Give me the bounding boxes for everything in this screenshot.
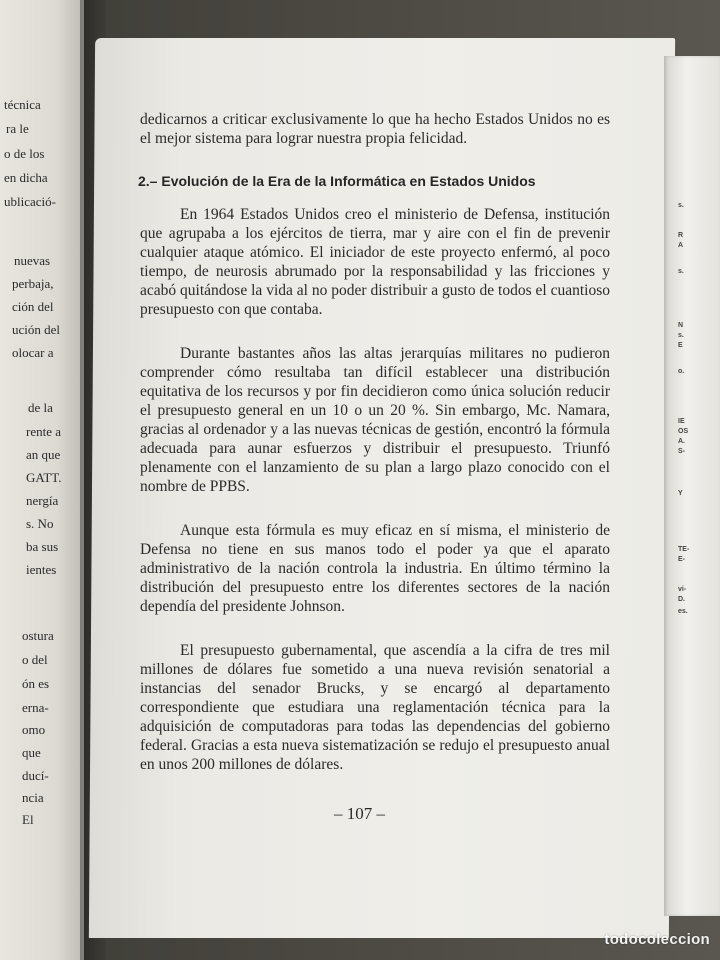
left-page-fragment: o del bbox=[22, 652, 48, 667]
body-paragraph: En 1964 Estados Unidos creo el ministerio de Defensa, institución que agrupaba a los ejércitos de tierra, mar y aire con el fin de prevenir cualquier ataque atómico. El iniciador de este proyecto enfermó, al poco tiempo, de neurosis abrumado por la responsabilidad y las fricciones y acabó quitándose la vida al no poder distribuir a gusto de todos el cuantioso presupuesto con que contaba. bbox=[140, 206, 610, 318]
right-edge-fragment: s. bbox=[678, 332, 684, 339]
left-facing-page bbox=[0, 0, 84, 960]
right-edge-fragment: R bbox=[678, 232, 684, 239]
left-page-fragment: ncia bbox=[22, 790, 44, 805]
right-edge-fragment: E bbox=[678, 342, 683, 349]
section-heading: 2.– Evolución de la Era de la Informática en Estados Unidos bbox=[138, 173, 536, 189]
left-page-fragment: técnica bbox=[4, 97, 41, 112]
right-edge-fragment: S- bbox=[678, 448, 685, 455]
left-page-fragment: rente a bbox=[26, 424, 62, 439]
left-page-fragment: ostura bbox=[22, 628, 54, 643]
left-page-fragment: o de los bbox=[4, 146, 45, 161]
left-page-fragment: GATT. bbox=[26, 470, 62, 485]
left-page-fragment: s. No bbox=[26, 516, 54, 531]
left-page-fragment: de la bbox=[28, 400, 53, 415]
right-edge-fragment: OS bbox=[678, 428, 689, 435]
left-page-fragment: ción del bbox=[12, 299, 54, 314]
right-edge-fragment: E- bbox=[678, 556, 685, 563]
watermark: todocoleccion bbox=[604, 931, 710, 948]
left-page-fragment: omo bbox=[22, 722, 46, 737]
body-paragraph: Aunque esta fórmula es muy eficaz en sí misma, el ministerio de Defensa no tiene en sus manos todo el poder ya que el aparato administrativo de la nación controla la industria. En último término la distribución del presupuesto entre los diferentes sectores de la nación dependía del presidente Johnson. bbox=[140, 522, 610, 615]
left-page-fragment: ución del bbox=[12, 322, 61, 337]
left-page-fragment: perbaja, bbox=[12, 276, 54, 291]
left-page-fragment: que bbox=[22, 745, 41, 760]
right-edge-fragment: TE- bbox=[678, 546, 690, 553]
left-page-fragment: olocar a bbox=[12, 345, 54, 360]
left-page-fragment: en dicha bbox=[4, 170, 48, 185]
left-page-fragment: nergía bbox=[26, 493, 59, 508]
right-edge-fragment: s. bbox=[678, 268, 684, 275]
left-page-fragment: erna- bbox=[22, 700, 49, 715]
left-page-fragment: ra le bbox=[6, 121, 29, 136]
right-edge-fragment: o. bbox=[678, 368, 685, 375]
right-edge-fragment: IE bbox=[678, 418, 685, 425]
right-edge-fragment: Y bbox=[678, 490, 683, 497]
right-edge-fragment: D. bbox=[678, 596, 685, 603]
left-page-fragment: ientes bbox=[26, 562, 57, 577]
right-edge-fragment: vi- bbox=[678, 586, 687, 593]
right-edge-fragment: s. bbox=[678, 202, 684, 209]
page-number: – 107 – bbox=[334, 804, 385, 823]
left-page-fragment: nuevas bbox=[14, 253, 51, 268]
right-edge-fragment: A. bbox=[678, 438, 685, 445]
right-page-stack bbox=[664, 56, 720, 916]
body-paragraph: El presupuesto gubernamental, que ascendía a la cifra de tres mil millones de dólares fue sometido a una nueva revisión senatorial a instancias del senador Brucks, y se encargó al departamento correspondiente que estudiara una reglamentación técnica para la adquisición de computadoras para todas las dependencias del gobierno federal. Gracias a esta nueva sistematización se redujo el presupuesto anual en unos 200 millones de dólares. bbox=[140, 642, 610, 773]
left-page-fragment: ba sus bbox=[26, 539, 59, 554]
left-page-fragment: ublicació- bbox=[4, 194, 56, 209]
right-edge-fragment: N bbox=[678, 322, 684, 329]
body-paragraph: Durante bastantes años las altas jerarquías militares no pudieron comprender cómo resultaba tan difícil establecer una distribución equitativa de los recursos y por fin decidieron como única solución reducir el presupuesto general en un 10 o un 20 %. Sin embargo, Mc. Namara, gracias al ordenador y a las nuevas técnicas de gestión, encontró la fórmula adecuada para aunar esfuerzos y distribuir el presupuesto. Triunfó plenamente con el lanzamiento de su plan a largo plazo conocido con el nombre de PPBS. bbox=[140, 345, 610, 495]
left-page-fragment: ón es bbox=[22, 676, 50, 691]
left-page-fragment: ducí- bbox=[22, 768, 49, 783]
intro-paragraph: dedicarnos a criticar exclusivamente lo que ha hecho Estados Unidos no es el mejor sistema para lograr nuestra propia felicidad. bbox=[140, 111, 610, 147]
left-page-fragment: El bbox=[22, 812, 34, 827]
page-text bbox=[140, 110, 610, 799]
left-page-fragment: an que bbox=[26, 447, 61, 462]
right-edge-fragment: es. bbox=[678, 608, 688, 615]
right-edge-fragment: A bbox=[678, 242, 684, 249]
